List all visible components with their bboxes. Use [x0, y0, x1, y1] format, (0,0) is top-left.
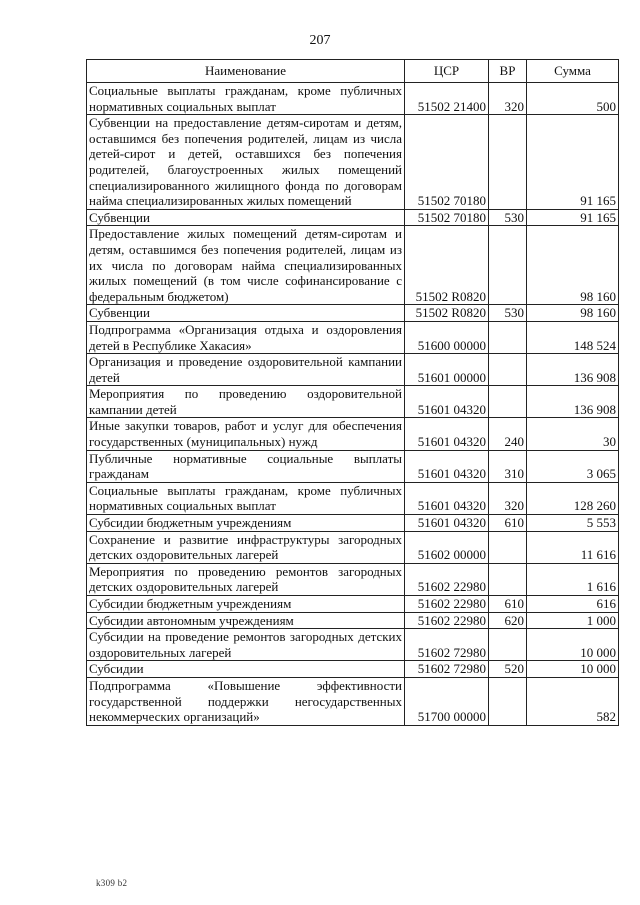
- row-vr-cell: [489, 386, 527, 418]
- row-name-cell: Иные закупки товаров, работ и услуг для обеспечения государственных (муниципальных) нужд: [87, 418, 405, 450]
- row-name-cell: Мероприятия по проведению ремонтов загородных детских оздоровительных лагерей: [87, 563, 405, 595]
- table-header-row: [87, 60, 619, 83]
- row-csr-cell: 51502 21400: [405, 83, 489, 115]
- row-sum-cell: 616: [527, 596, 619, 613]
- row-csr-cell: 51602 22980: [405, 596, 489, 613]
- table-row: [87, 629, 619, 661]
- row-csr-cell: 51601 04320: [405, 386, 489, 418]
- table-row: [87, 677, 619, 725]
- row-vr-cell: [489, 226, 527, 305]
- row-csr-cell: 51601 04320: [405, 482, 489, 514]
- row-sum-cell: 1 616: [527, 563, 619, 595]
- table-row: [87, 661, 619, 678]
- row-name-cell: Субвенции: [87, 305, 405, 322]
- header-vr: ВР: [489, 60, 527, 83]
- row-name-cell: Социальные выплаты гражданам, кроме публичных нормативных социальных выплат: [87, 482, 405, 514]
- row-name-cell: Субсидии бюджетным учреждениям: [87, 596, 405, 613]
- table-row: [87, 515, 619, 532]
- row-name-cell: Организация и проведение оздоровительной кампании детей: [87, 354, 405, 386]
- row-csr-cell: 51602 00000: [405, 531, 489, 563]
- row-vr-cell: 240: [489, 418, 527, 450]
- row-vr-cell: [489, 354, 527, 386]
- table-row: [87, 563, 619, 595]
- row-sum-cell: 500: [527, 83, 619, 115]
- row-sum-cell: 11 616: [527, 531, 619, 563]
- table-row: [87, 596, 619, 613]
- table-row: [87, 115, 619, 210]
- row-sum-cell: 98 160: [527, 305, 619, 322]
- row-csr-cell: 51602 22980: [405, 563, 489, 595]
- row-vr-cell: [489, 321, 527, 353]
- row-name-cell: Субсидии бюджетным учреждениям: [87, 515, 405, 532]
- row-vr-cell: 530: [489, 209, 527, 226]
- row-vr-cell: 530: [489, 305, 527, 322]
- budget-table: [86, 59, 619, 726]
- row-name-cell: Публичные нормативные социальные выплаты гражданам: [87, 450, 405, 482]
- row-csr-cell: 51502 R0820: [405, 305, 489, 322]
- row-name-cell: Субвенции на предоставление детям-сиротам и детям, оставшимся без попечения родителей, лицам из числа детей-сирот и детей, оставшихся без попечения родителей, благоустроенных жилых помещений специализированного жилищного фонда по договорам найма специализированных жилых помещений: [87, 115, 405, 210]
- row-sum-cell: 582: [527, 677, 619, 725]
- row-vr-cell: 620: [489, 612, 527, 629]
- table-row: [87, 305, 619, 322]
- footer-code: k309 b2: [96, 878, 128, 888]
- row-csr-cell: 51601 04320: [405, 418, 489, 450]
- row-sum-cell: 1 000: [527, 612, 619, 629]
- table-row: [87, 450, 619, 482]
- row-name-cell: Подпрограмма «Повышение эффективности государственной поддержки негосударственных некоммерческих организаций»: [87, 677, 405, 725]
- row-vr-cell: 610: [489, 596, 527, 613]
- table-row: [87, 418, 619, 450]
- row-name-cell: Мероприятия по проведению оздоровительной кампании детей: [87, 386, 405, 418]
- row-vr-cell: [489, 563, 527, 595]
- row-name-cell: Субвенции: [87, 209, 405, 226]
- header-sum: Сумма: [527, 60, 619, 83]
- row-vr-cell: [489, 115, 527, 210]
- table-row: [87, 354, 619, 386]
- row-name-cell: Субсидии на проведение ремонтов загородных детских оздоровительных лагерей: [87, 629, 405, 661]
- row-csr-cell: 51502 R0820: [405, 226, 489, 305]
- row-name-cell: Предоставление жилых помещений детям-сиротам и детям, оставшимся без попечения родителей, лицам из их числа по договорам найма специализированных жилых помещений (в том числе софинансирование с федеральным бюджетом): [87, 226, 405, 305]
- row-csr-cell: 51502 70180: [405, 209, 489, 226]
- row-csr-cell: 51601 04320: [405, 450, 489, 482]
- row-sum-cell: 5 553: [527, 515, 619, 532]
- row-vr-cell: [489, 677, 527, 725]
- row-sum-cell: 30: [527, 418, 619, 450]
- row-vr-cell: 610: [489, 515, 527, 532]
- row-sum-cell: 136 908: [527, 354, 619, 386]
- table-row: [87, 531, 619, 563]
- row-vr-cell: 320: [489, 83, 527, 115]
- table-row: [87, 209, 619, 226]
- row-name-cell: Социальные выплаты гражданам, кроме публичных нормативных социальных выплат: [87, 83, 405, 115]
- row-vr-cell: [489, 531, 527, 563]
- row-csr-cell: 51602 72980: [405, 629, 489, 661]
- row-csr-cell: 51602 72980: [405, 661, 489, 678]
- row-name-cell: Подпрограмма «Организация отдыха и оздоровления детей в Республике Хакасия»: [87, 321, 405, 353]
- row-sum-cell: 148 524: [527, 321, 619, 353]
- row-sum-cell: 98 160: [527, 226, 619, 305]
- page-number: 207: [309, 33, 331, 48]
- table-row: [87, 321, 619, 353]
- row-vr-cell: 310: [489, 450, 527, 482]
- row-name-cell: Субсидии: [87, 661, 405, 678]
- row-sum-cell: 136 908: [527, 386, 619, 418]
- row-sum-cell: 91 165: [527, 209, 619, 226]
- table-row: [87, 482, 619, 514]
- row-vr-cell: [489, 629, 527, 661]
- row-csr-cell: 51601 04320: [405, 515, 489, 532]
- row-vr-cell: 520: [489, 661, 527, 678]
- row-csr-cell: 51502 70180: [405, 115, 489, 210]
- table-row: [87, 612, 619, 629]
- header-csr: ЦСР: [405, 60, 489, 83]
- row-csr-cell: 51601 00000: [405, 354, 489, 386]
- row-csr-cell: 51602 22980: [405, 612, 489, 629]
- row-csr-cell: 51700 00000: [405, 677, 489, 725]
- row-sum-cell: 10 000: [527, 629, 619, 661]
- row-sum-cell: 10 000: [527, 661, 619, 678]
- row-sum-cell: 3 065: [527, 450, 619, 482]
- header-name: Наименование: [87, 60, 405, 83]
- row-sum-cell: 91 165: [527, 115, 619, 210]
- row-name-cell: Сохранение и развитие инфраструктуры загородных детских оздоровительных лагерей: [87, 531, 405, 563]
- row-vr-cell: 320: [489, 482, 527, 514]
- row-name-cell: Субсидии автономным учреждениям: [87, 612, 405, 629]
- table-row: [87, 226, 619, 305]
- table-row: [87, 83, 619, 115]
- row-csr-cell: 51600 00000: [405, 321, 489, 353]
- table-row: [87, 386, 619, 418]
- row-sum-cell: 128 260: [527, 482, 619, 514]
